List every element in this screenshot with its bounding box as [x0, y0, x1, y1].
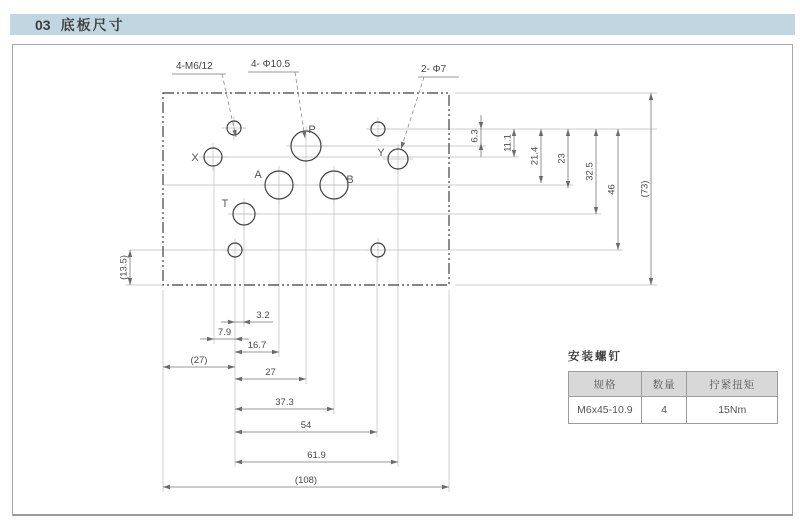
- svg-text:X: X: [191, 152, 199, 164]
- dim-(13.5): [119, 250, 133, 285]
- dim-6.3: [470, 115, 484, 157]
- svg-text:2- Φ7: 2- Φ7: [421, 64, 447, 75]
- svg-text:A: A: [254, 169, 262, 181]
- dim-54: [235, 420, 377, 434]
- svg-text:21.4: 21.4: [529, 146, 541, 166]
- hole-port-P: [286, 126, 326, 166]
- callout-4- Φ10.5: [248, 59, 307, 138]
- port-labels: [191, 124, 385, 210]
- section-number: 03: [35, 16, 51, 33]
- svg-text:T: T: [221, 198, 229, 210]
- col-qty: 数量: [641, 372, 687, 397]
- svg-text:P: P: [308, 124, 316, 136]
- table-row: [569, 397, 778, 424]
- dim-61.9: [235, 450, 398, 464]
- screw-table-header-row: [569, 372, 778, 397]
- dim-21.4: [530, 129, 544, 183]
- hole-port-A: [260, 166, 298, 204]
- hole-pilot-hole-top-right: [366, 117, 390, 141]
- cell-qty: 4: [641, 397, 687, 424]
- dim-7.9: [200, 327, 249, 341]
- dim-32.5: [585, 129, 599, 214]
- svg-text:(73): (73): [639, 180, 651, 198]
- callout-4-M6/12: [172, 61, 238, 137]
- svg-text:23: 23: [556, 153, 568, 164]
- svg-text:54: 54: [300, 420, 312, 431]
- svg-text:(108): (108): [294, 475, 318, 486]
- dim-(108): [163, 475, 449, 489]
- svg-text:7.9: 7.9: [217, 327, 232, 338]
- hole-mount-hole-bottom-left: [223, 238, 247, 262]
- svg-text:4- Φ10.5: 4- Φ10.5: [251, 59, 291, 70]
- page-title: 底板尺寸: [60, 16, 125, 33]
- svg-text:4-M6/12: 4-M6/12: [176, 61, 213, 72]
- hole-mount-hole-top-left: [222, 116, 246, 140]
- cell-spec: M6x45-10.9: [569, 397, 642, 424]
- cell-torque: 15Nm: [687, 397, 778, 424]
- svg-text:27: 27: [265, 367, 276, 378]
- svg-text:11.1: 11.1: [502, 134, 514, 152]
- screw-table-block: [568, 348, 778, 424]
- dim-3.2: [221, 310, 273, 324]
- dim-27: [235, 367, 306, 381]
- dim-16.7: [235, 340, 279, 354]
- svg-text:(13.5): (13.5): [118, 255, 130, 280]
- svg-text:37.3: 37.3: [275, 397, 294, 408]
- dim-37.3: [235, 397, 334, 411]
- svg-text:32.5: 32.5: [584, 162, 596, 181]
- dim-46: [607, 129, 621, 250]
- screw-table: [568, 371, 778, 424]
- callout-2- Φ7: [399, 64, 459, 150]
- dim-11.1: [503, 129, 517, 157]
- hole-port-T: [228, 198, 260, 230]
- hole-port-Y: [383, 144, 413, 174]
- hole-mount-hole-bottom-right: [366, 238, 390, 262]
- dim-23: [557, 129, 571, 188]
- screw-table-title: 安装螺钉: [568, 351, 622, 363]
- svg-text:6.3: 6.3: [469, 129, 481, 143]
- svg-text:Y: Y: [377, 147, 385, 159]
- dim-(27): [163, 355, 235, 369]
- dim-(73): [640, 93, 654, 285]
- hole-port-X: [199, 143, 227, 171]
- svg-text:3.2: 3.2: [256, 310, 270, 321]
- col-spec: 规格: [569, 372, 642, 397]
- col-torque: 拧紧扭矩: [687, 372, 778, 397]
- svg-text:B: B: [346, 174, 354, 186]
- svg-text:16.7: 16.7: [247, 340, 267, 351]
- svg-text:46: 46: [606, 184, 618, 195]
- svg-text:61.9: 61.9: [307, 450, 326, 461]
- svg-text:(27): (27): [190, 355, 208, 366]
